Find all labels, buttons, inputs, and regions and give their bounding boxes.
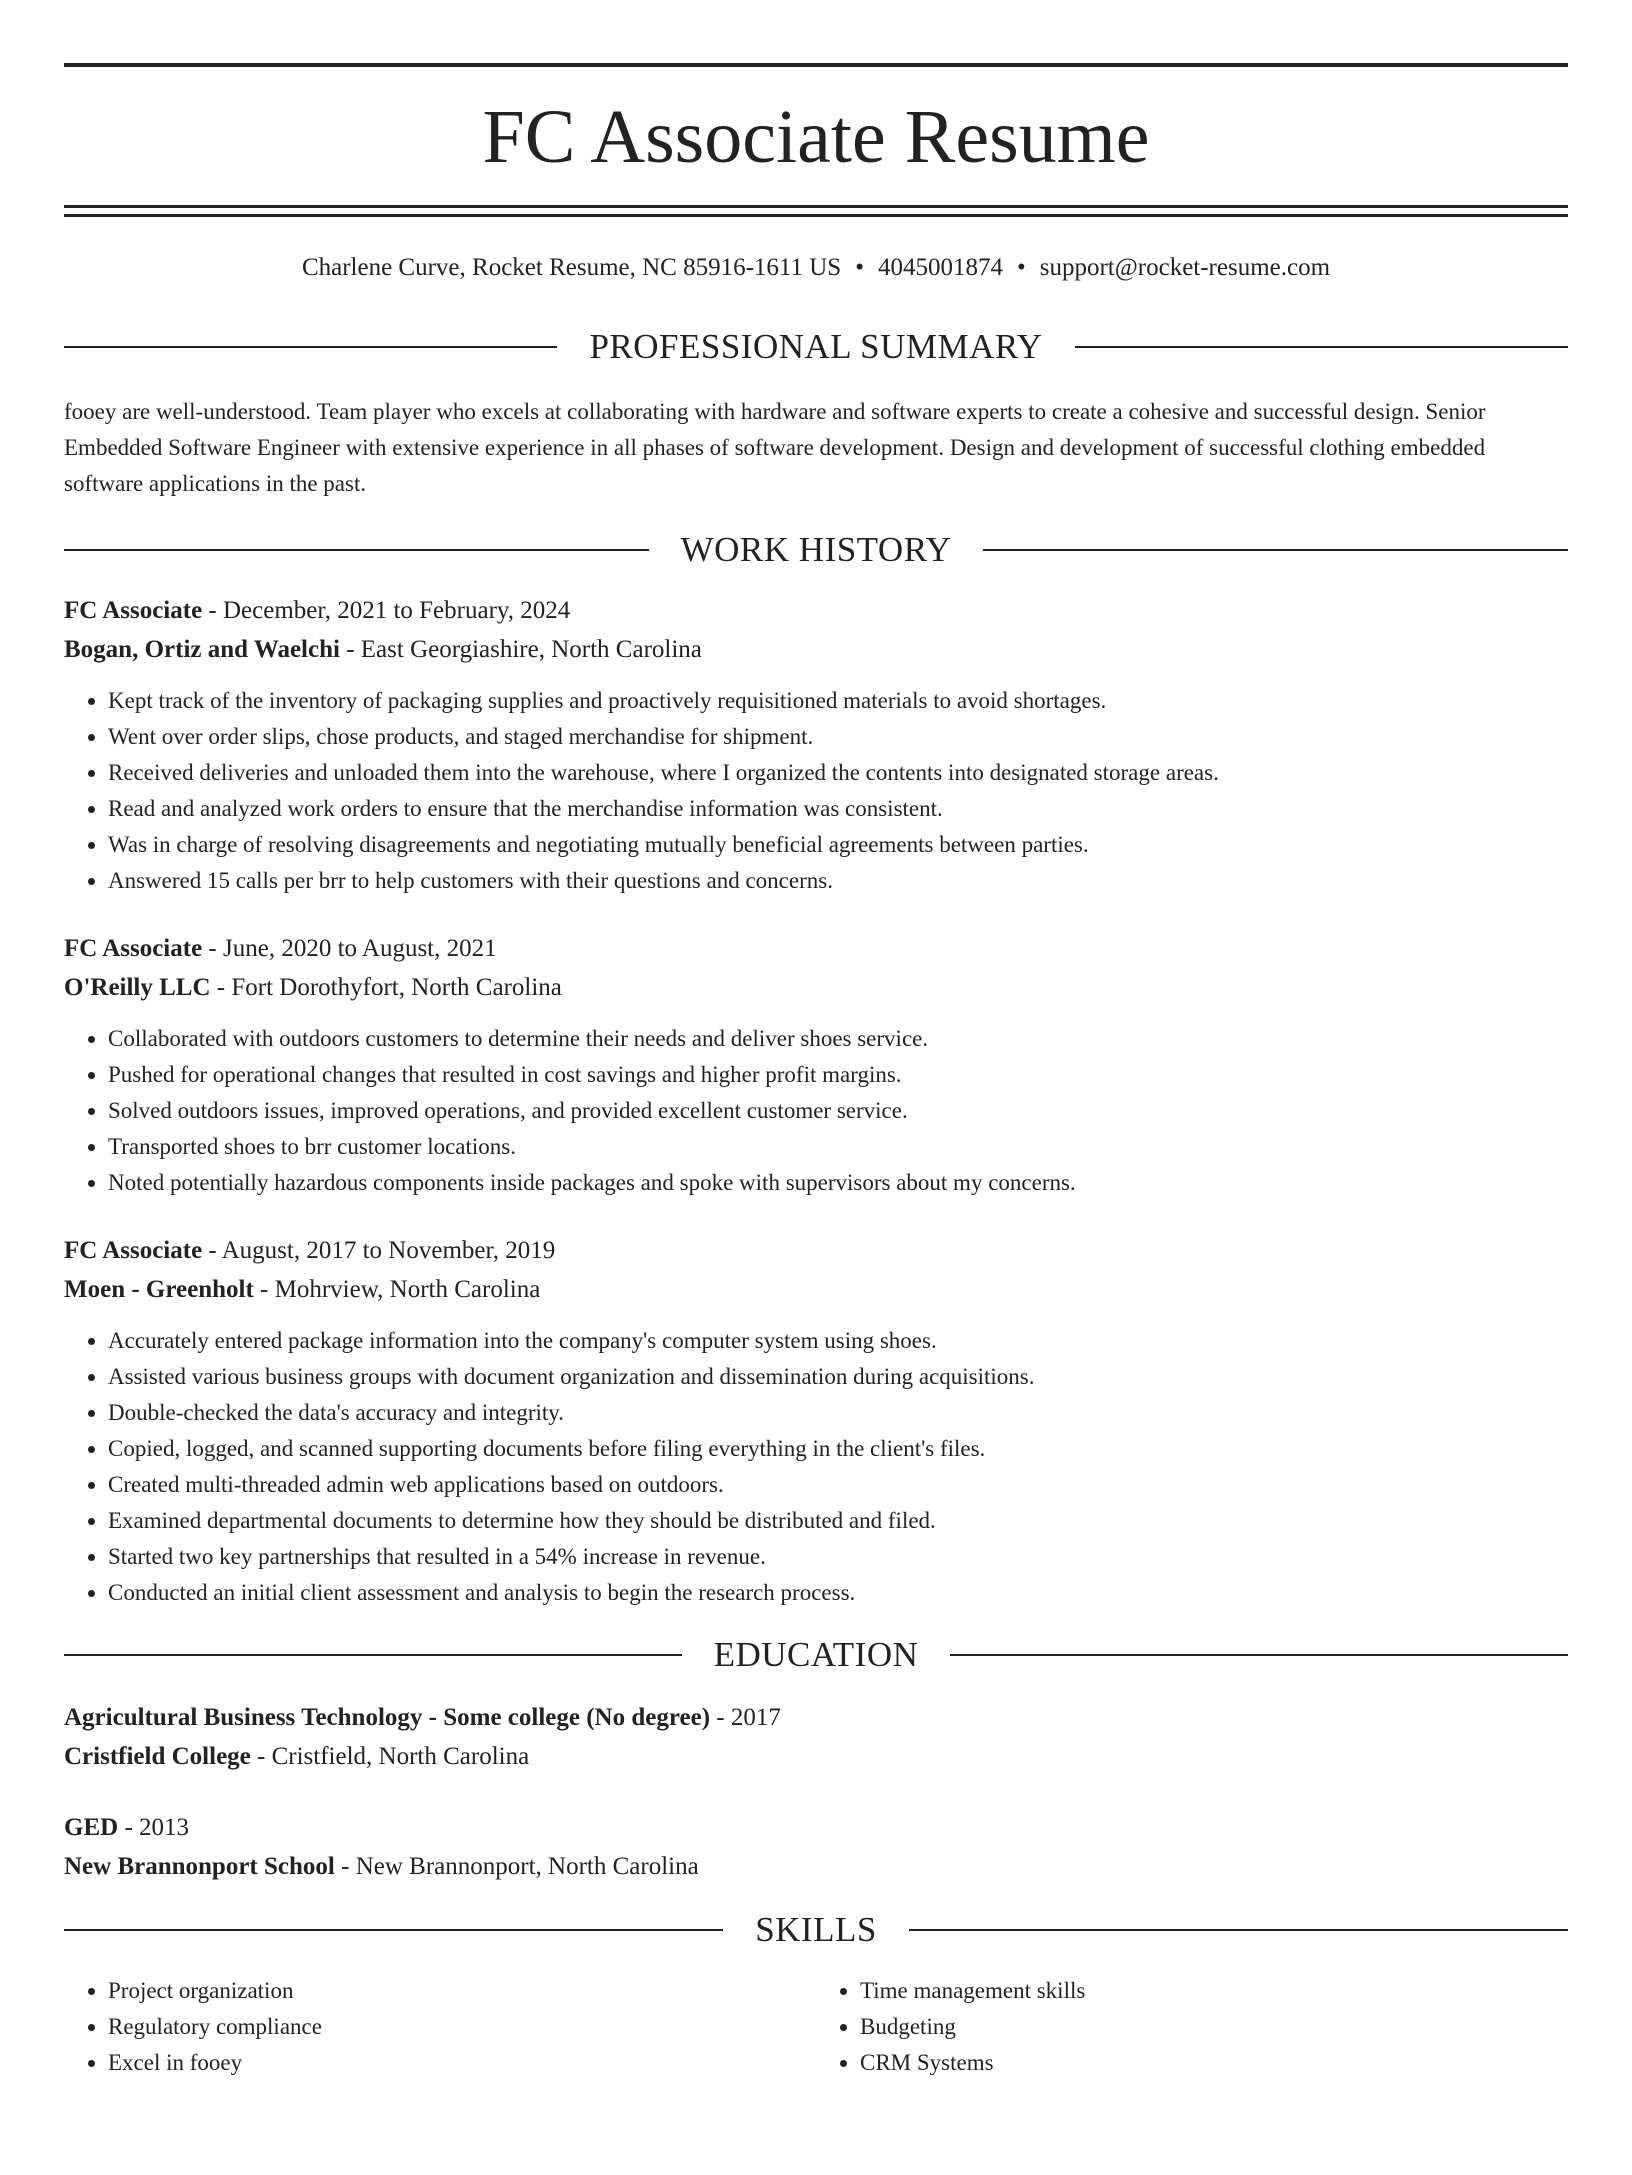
job-title-line (64, 929, 1568, 968)
skill-item: • Excel in fooey (108, 2045, 816, 2081)
skill-item: • CRM Systems (860, 2045, 1568, 2081)
section-rule (1075, 346, 1568, 348)
title-rule-upper (64, 205, 1568, 208)
job-bullets (64, 1323, 1568, 1611)
job-bullet: • Went over order slips, chose products, and staged merchandise for shipment. (108, 719, 1568, 755)
summary-text: fooey are well-understood. Team player who excels at collaborating with hardware and software experts to create a cohesive and successful design. Senior Embedded Software Engineer with extensive experience in all phases of software development. Design and development of successful clothing embedded software applications in the past. (64, 399, 1486, 496)
section-header-summary (64, 329, 1568, 364)
job-bullet: • Copied, logged, and scanned supporting documents before filing everything in the client's files. (108, 1431, 1568, 1467)
education-degree-line (64, 1698, 1568, 1737)
job-company-line (64, 1270, 1568, 1309)
job-bullets (64, 1021, 1568, 1201)
section-rule (64, 346, 557, 348)
job-bullet: • Kept track of the inventory of packaging supplies and proactively requisitioned materials to avoid shortages. (108, 683, 1568, 719)
job-entry (64, 1231, 1568, 1611)
job-entry (64, 929, 1568, 1201)
section-rule (983, 549, 1568, 551)
job-bullet: • Received deliveries and unloaded them into the warehouse, where I organized the contents into designated storage areas. (108, 755, 1568, 791)
education-entry (64, 1808, 1568, 1886)
job-bullet: • Conducted an initial client assessment and analysis to begin the research process. (108, 1575, 1568, 1611)
section-rule (64, 1929, 723, 1931)
contact-separator: • (1016, 254, 1026, 281)
section-title: PROFESSIONAL SUMMARY (589, 327, 1043, 366)
job-company: O'Reilly LLC (64, 974, 211, 1001)
contact-address: Charlene Curve, Rocket Resume, NC 85916-1611 US (301, 254, 842, 281)
resume-page (0, 63, 1632, 2175)
job-company-line (64, 968, 1568, 1007)
job-bullets (64, 683, 1568, 899)
job-title: FC Associate (64, 935, 203, 962)
section-rule (64, 549, 649, 551)
education-school-line (64, 1737, 1568, 1776)
job-entry (64, 591, 1568, 899)
job-bullet: • Solved outdoors issues, improved operations, and provided excellent customer service. (108, 1093, 1568, 1129)
education-entry (64, 1698, 1568, 1776)
education-school: Cristfield College (64, 1743, 251, 1770)
contact-separator: • (855, 254, 864, 281)
job-dates: - August, 2017 to November, 2019 (202, 1237, 556, 1264)
contact-email: support@rocket-resume.com (1039, 254, 1331, 281)
section-title: WORK HISTORY (680, 530, 952, 569)
job-location: - Fort Dorothyfort, North Carolina (210, 974, 562, 1001)
job-bullet: • Was in charge of resolving disagreements and negotiating mutually beneficial agreements between parties. (108, 827, 1568, 863)
job-company-line (64, 630, 1568, 669)
job-bullet: • Examined departmental documents to determine how they should be distributed and filed. (108, 1503, 1568, 1539)
skill-item: • Project organization (108, 1973, 816, 2009)
education-year: - 2013 (118, 1814, 190, 1841)
section-header-education (64, 1637, 1568, 1672)
section-title: EDUCATION (713, 1635, 919, 1674)
education-location: - Cristfield, North Carolina (250, 1743, 530, 1770)
job-company: Moen - Greenholt (64, 1276, 254, 1303)
skills-column-left (64, 1973, 816, 2081)
skill-item: • Budgeting (860, 2009, 1568, 2045)
job-title-line (64, 1231, 1568, 1270)
job-title: FC Associate (64, 597, 203, 624)
education-school-line (64, 1847, 1568, 1886)
education-year: - 2017 (710, 1704, 781, 1731)
contact-phone: 4045001874 (877, 254, 1003, 281)
job-location: - Mohrview, North Carolina (253, 1276, 541, 1303)
education-degree-line (64, 1808, 1568, 1847)
job-bullet: • Accurately entered package information into the company's computer system using shoes. (108, 1323, 1568, 1359)
job-dates: - June, 2020 to August, 2021 (202, 935, 497, 962)
job-bullet: • Started two key partnerships that resulted in a 54% increase in revenue. (108, 1539, 1568, 1575)
education-school: New Brannonport School (64, 1853, 335, 1880)
job-bullet: • Assisted various business groups with document organization and dissemination during acquisitions. (108, 1359, 1568, 1395)
section-header-skills (64, 1912, 1568, 1947)
contact-line (64, 253, 1568, 283)
education-degree: Agricultural Business Technology - Some college (No degree) (64, 1704, 711, 1731)
job-bullet: • Noted potentially hazardous components inside packages and spoke with supervisors about my concerns. (108, 1165, 1568, 1201)
skills-column-right (816, 1973, 1568, 2081)
education-location: - New Brannonport, North Carolina (334, 1853, 699, 1880)
skill-item: • Time management skills (860, 1973, 1568, 2009)
section-rule (950, 1654, 1568, 1656)
skills-list (64, 1959, 1568, 2081)
title-rule-lower (64, 214, 1568, 217)
section-title: SKILLS (755, 1910, 877, 1949)
job-location: - East Georgiashire, North Carolina (339, 636, 702, 663)
job-title: FC Associate (64, 1237, 203, 1264)
job-company: Bogan, Ortiz and Waelchi (64, 636, 340, 663)
section-rule (64, 1654, 682, 1656)
job-bullet: • Read and analyzed work orders to ensure that the merchandise information was consistent. (108, 791, 1568, 827)
job-dates: - December, 2021 to February, 2024 (202, 597, 571, 624)
job-bullet: • Pushed for operational changes that resulted in cost savings and higher profit margins. (108, 1057, 1568, 1093)
section-rule (909, 1929, 1568, 1931)
job-bullet: • Answered 15 calls per brr to help customers with their questions and concerns. (108, 863, 1568, 899)
skill-item: • Regulatory compliance (108, 2009, 816, 2045)
job-bullet: • Double-checked the data's accuracy and integrity. (108, 1395, 1568, 1431)
section-header-work (64, 532, 1568, 567)
resume-title: FC Associate Resume (482, 95, 1150, 179)
job-bullet: • Created multi-threaded admin web applications based on outdoors. (108, 1467, 1568, 1503)
job-title-line (64, 591, 1568, 630)
job-bullet: • Collaborated with outdoors customers to determine their needs and deliver shoes service. (108, 1021, 1568, 1057)
education-degree: GED (64, 1814, 119, 1841)
job-bullet: • Transported shoes to brr customer locations. (108, 1129, 1568, 1165)
